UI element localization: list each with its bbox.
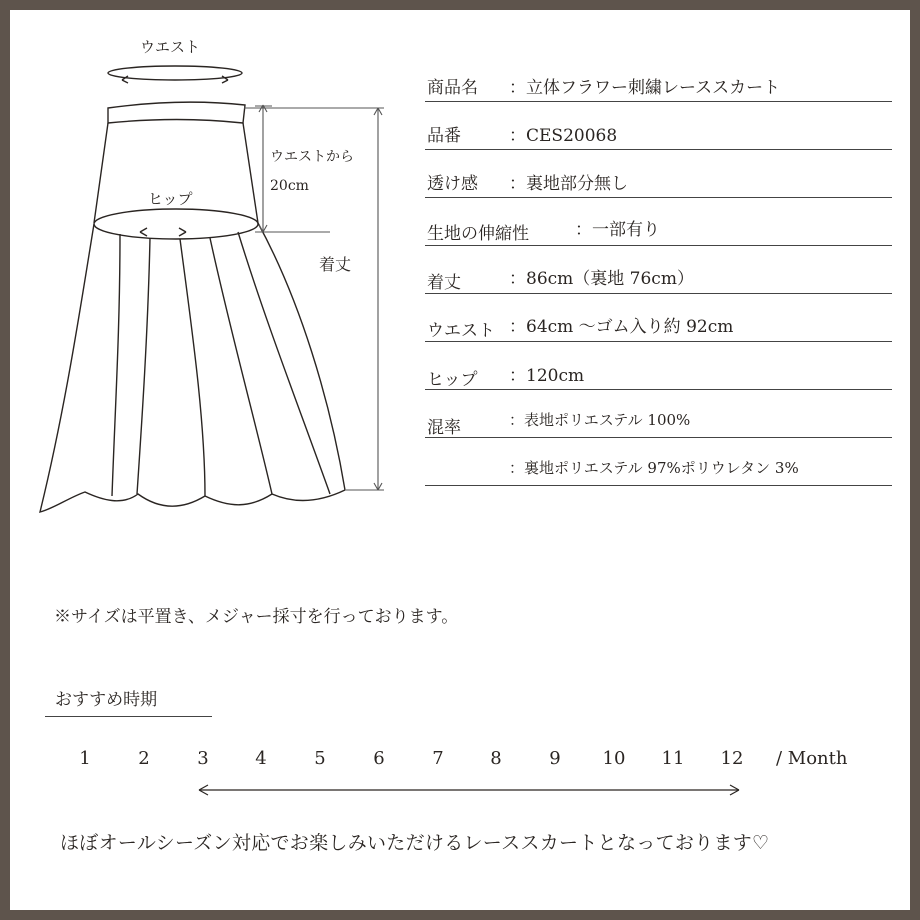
spec-value: ：一部有り	[575, 220, 660, 240]
spec-row-length	[425, 247, 892, 294]
month-4: 4	[255, 748, 267, 769]
month-10: 10	[602, 748, 626, 769]
divider	[425, 341, 892, 342]
spec-row-product-name	[425, 55, 892, 102]
spec-label: ウエスト	[427, 321, 495, 341]
skirt-outline	[40, 223, 345, 512]
measurement-note: ※サイズは平置き、メジャー採寸を行っております。	[54, 607, 459, 627]
spec-label: 商品名	[427, 78, 478, 98]
skirt-fold-lines	[112, 232, 330, 496]
spec-label: ヒップ	[427, 370, 478, 390]
month-5: 5	[314, 748, 326, 769]
divider	[425, 101, 892, 102]
month-unit: / Month	[776, 748, 848, 769]
closing-message: ほぼオールシーズン対応でお楽しみいただけるレーススカートとなっております♡	[60, 832, 770, 854]
spec-row-stretch	[425, 199, 892, 246]
spec-label: 品番	[427, 126, 461, 146]
hip-measure-ellipse	[94, 209, 258, 239]
spec-label: 生地の伸縮性	[427, 224, 529, 244]
month-12: 12	[720, 748, 744, 769]
spec-row-waist	[425, 295, 892, 342]
spec-value: ：裏地ポリエステル 97%ポリウレタン 3%	[509, 459, 799, 477]
month-1: 1	[79, 748, 91, 769]
month-11: 11	[661, 748, 685, 769]
waist-label: ウエスト	[140, 38, 201, 56]
season-range-arrow	[195, 780, 745, 800]
spec-row-sheerness	[425, 151, 892, 198]
waist-to-value: 20cm	[270, 178, 309, 194]
month-8: 8	[490, 748, 502, 769]
spec-row-composition-lining	[425, 439, 892, 486]
month-9: 9	[549, 748, 561, 769]
month-2: 2	[138, 748, 150, 769]
spec-value: ：立体フラワー刺繍レーススカート	[509, 78, 781, 98]
spec-value: ：CES20068	[509, 126, 618, 146]
season-title-underline	[45, 716, 212, 717]
spec-value: ：裏地部分無し	[509, 174, 628, 194]
month-6: 6	[373, 748, 385, 769]
divider	[425, 389, 892, 390]
divider	[425, 197, 892, 198]
month-7: 7	[432, 748, 444, 769]
divider	[425, 437, 892, 438]
skirt-waistband	[108, 102, 245, 123]
spec-label: 混率	[427, 418, 461, 438]
season-title: おすすめ時期	[55, 690, 158, 710]
spec-value: ：120cm	[509, 366, 585, 386]
spec-label: 透け感	[427, 174, 478, 194]
spec-value: ：表地ポリエステル 100%	[509, 411, 691, 429]
spec-label: 着丈	[427, 273, 461, 293]
hip-measure-arrows	[140, 228, 186, 236]
month-3: 3	[197, 748, 209, 769]
spec-value: ：86cm（裏地 76cm）	[509, 269, 694, 289]
divider	[425, 245, 892, 246]
size-chart-card	[10, 10, 910, 910]
waist-to-20cm-dimension	[255, 105, 330, 232]
waist-measure-ellipse	[108, 66, 242, 80]
divider	[425, 293, 892, 294]
divider	[425, 149, 892, 150]
hip-label: ヒップ	[148, 190, 193, 208]
spec-row-hip	[425, 343, 892, 390]
spec-value: ：64cm 〜ゴム入り約 92cm	[509, 317, 734, 337]
waist-to-label: ウエストから	[270, 149, 354, 165]
spec-row-composition	[425, 391, 892, 438]
divider	[425, 485, 892, 486]
length-label: 着丈	[319, 255, 352, 274]
spec-row-item-number	[425, 103, 892, 150]
